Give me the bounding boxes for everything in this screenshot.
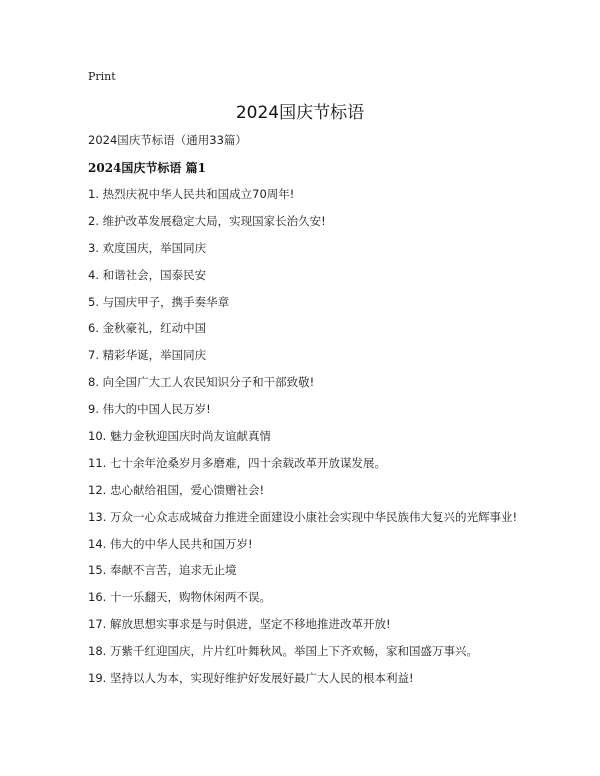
print-link[interactable]: Print xyxy=(88,70,116,83)
slogan-item: 3. 欢度国庆，举国同庆 xyxy=(88,240,207,255)
slogan-item: 14. 伟大的中华人民共和国万岁! xyxy=(88,536,253,551)
slogan-item: 10. 魅力金秋迎国庆时尚友谊献真情 xyxy=(88,429,271,444)
slogan-item: 11. 七十余年沧桑岁月多磨难，四十余载改革开放谋发展。 xyxy=(88,455,386,470)
document-subtitle: 2024国庆节标语（通用33篇） xyxy=(88,133,247,147)
slogan-item: 2. 维护改革发展稳定大局，实现国家长治久安! xyxy=(88,213,326,228)
slogan-item: 16. 十一乐翻天，购物休闲两不误。 xyxy=(88,590,271,605)
slogan-item: 1. 热烈庆祝中华人民共和国成立70周年! xyxy=(88,187,295,201)
slogan-item: 15. 奉献不言苦，追求无止境 xyxy=(88,563,237,578)
slogan-item: 8. 向全国广大工人农民知识分子和干部致敬! xyxy=(88,375,315,390)
slogan-item: 12. 忠心献给祖国，爱心馈赠社会! xyxy=(88,482,265,497)
slogan-item: 4. 和谐社会，国泰民安 xyxy=(88,267,207,282)
slogan-item: 17. 解放思想实事求是与时俱进，坚定不移地推进改革开放! xyxy=(88,617,391,632)
slogan-item: 6. 金秋豪礼，红动中国 xyxy=(88,321,207,336)
slogan-item: 9. 伟大的中国人民万岁! xyxy=(88,402,211,417)
slogan-item: 19. 坚持以人为本，实现好维护好发展好最广大人民的根本利益! xyxy=(88,671,414,686)
slogan-item: 7. 精彩华诞，举国同庆 xyxy=(88,348,207,363)
slogan-item: 5. 与国庆甲子，携手奏华章 xyxy=(88,294,230,309)
document-title: 2024国庆节标语 xyxy=(235,103,365,123)
section-heading: 2024国庆节标语 篇1 xyxy=(88,161,206,175)
slogan-item: 18. 万紫千红迎国庆，片片红叶舞秋风。举国上下齐欢畅，家和国盛万事兴。 xyxy=(88,644,478,659)
slogan-list xyxy=(88,186,518,697)
slogan-item: 13. 万众一心众志成城奋力推进全面建设小康社会实现中华民族伟大复兴的光辉事业! xyxy=(88,509,518,524)
